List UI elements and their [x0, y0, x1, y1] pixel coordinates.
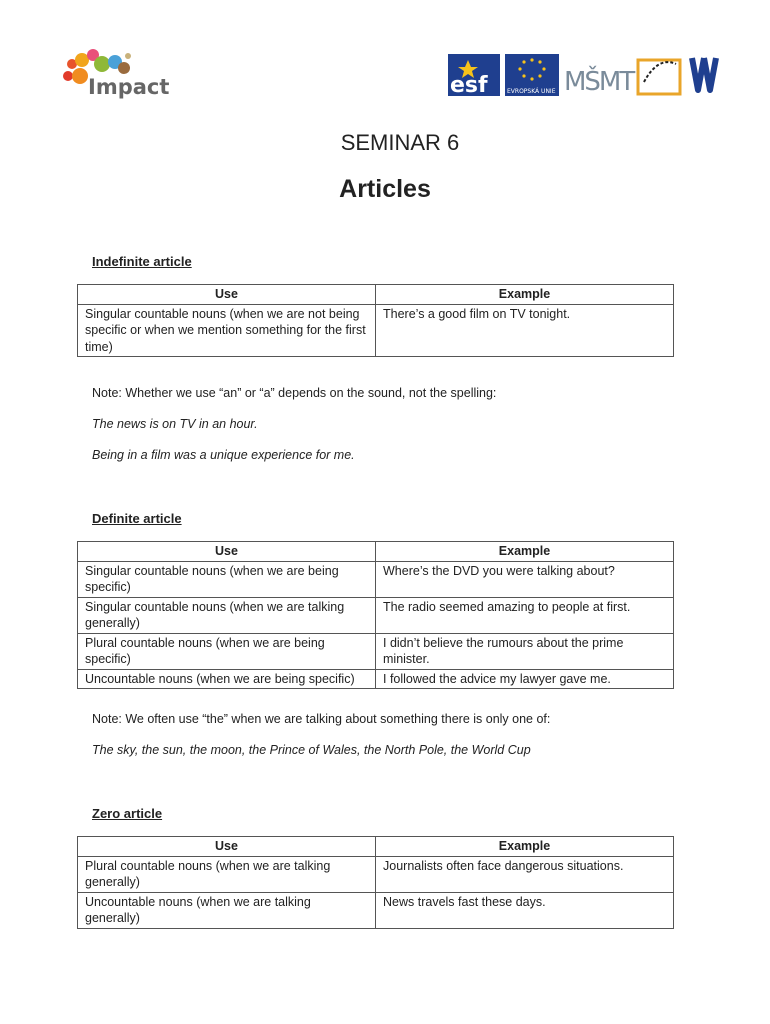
eu-logo-text: EVROPSKÁ UNIE	[507, 88, 556, 95]
funding-logos	[448, 52, 730, 98]
use-cell: Singular countable nouns (when we are not being specific or when we mention something for the first time)	[78, 304, 376, 357]
zero-table	[77, 836, 674, 929]
msmt-logo-text: MŠMT	[564, 67, 634, 97]
example-cell: Journalists often face dangerous situations.	[376, 856, 674, 892]
table-header-row	[78, 285, 674, 305]
indefinite-table	[77, 284, 674, 357]
impact-logo	[58, 46, 176, 102]
esf-logo-text: esf	[450, 73, 488, 98]
table-row	[78, 597, 674, 633]
definite-example-1: The sky, the sun, the moon, the Prince of Wales, the North Pole, the World Cup	[92, 743, 531, 757]
use-cell: Uncountable nouns (when we are being specific)	[78, 669, 376, 689]
table-row	[78, 561, 674, 597]
example-cell: I followed the advice my lawyer gave me.	[376, 669, 674, 689]
example-cell: News travels fast these days.	[376, 892, 674, 928]
page-title: Articles	[339, 175, 431, 203]
indefinite-example-1: The news is on TV in an hour.	[92, 417, 258, 431]
col-example: Example	[376, 285, 674, 305]
col-use: Use	[78, 837, 376, 857]
table-row	[78, 304, 674, 357]
use-cell: Plural countable nouns (when we are talking generally)	[78, 856, 376, 892]
use-cell: Singular countable nouns (when we are being specific)	[78, 561, 376, 597]
example-cell: There’s a good film on TV tonight.	[376, 304, 674, 357]
col-example: Example	[376, 837, 674, 857]
table-header-row	[78, 542, 674, 562]
table-row	[78, 669, 674, 689]
col-use: Use	[78, 285, 376, 305]
indefinite-example-2: Being in a film was a unique experience for me.	[92, 448, 355, 462]
impact-logo-text: Impact	[88, 75, 170, 99]
indefinite-note: Note: Whether we use “an” or “a” depends on the sound, not the spelling:	[92, 386, 497, 400]
example-cell: Where’s the DVD you were talking about?	[376, 561, 674, 597]
example-cell: The radio seemed amazing to people at first.	[376, 597, 674, 633]
use-cell: Plural countable nouns (when we are being specific)	[78, 633, 376, 669]
use-cell: Uncountable nouns (when we are talking generally)	[78, 892, 376, 928]
table-row	[78, 633, 674, 669]
seminar-label: SEMINAR 6	[340, 130, 460, 155]
table-row	[78, 856, 674, 892]
zero-heading: Zero article	[92, 806, 163, 821]
definite-table	[77, 541, 674, 689]
example-cell: I didn’t believe the rumours about the prime minister.	[376, 633, 674, 669]
col-example: Example	[376, 542, 674, 562]
table-header-row	[78, 837, 674, 857]
col-use: Use	[78, 542, 376, 562]
definite-note: Note: We often use “the” when we are talking about something there is only one of:	[92, 712, 551, 726]
use-cell: Singular countable nouns (when we are talking generally)	[78, 597, 376, 633]
definite-heading: Definite article	[92, 511, 182, 526]
table-row	[78, 892, 674, 928]
indefinite-heading: Indefinite article	[92, 254, 192, 269]
